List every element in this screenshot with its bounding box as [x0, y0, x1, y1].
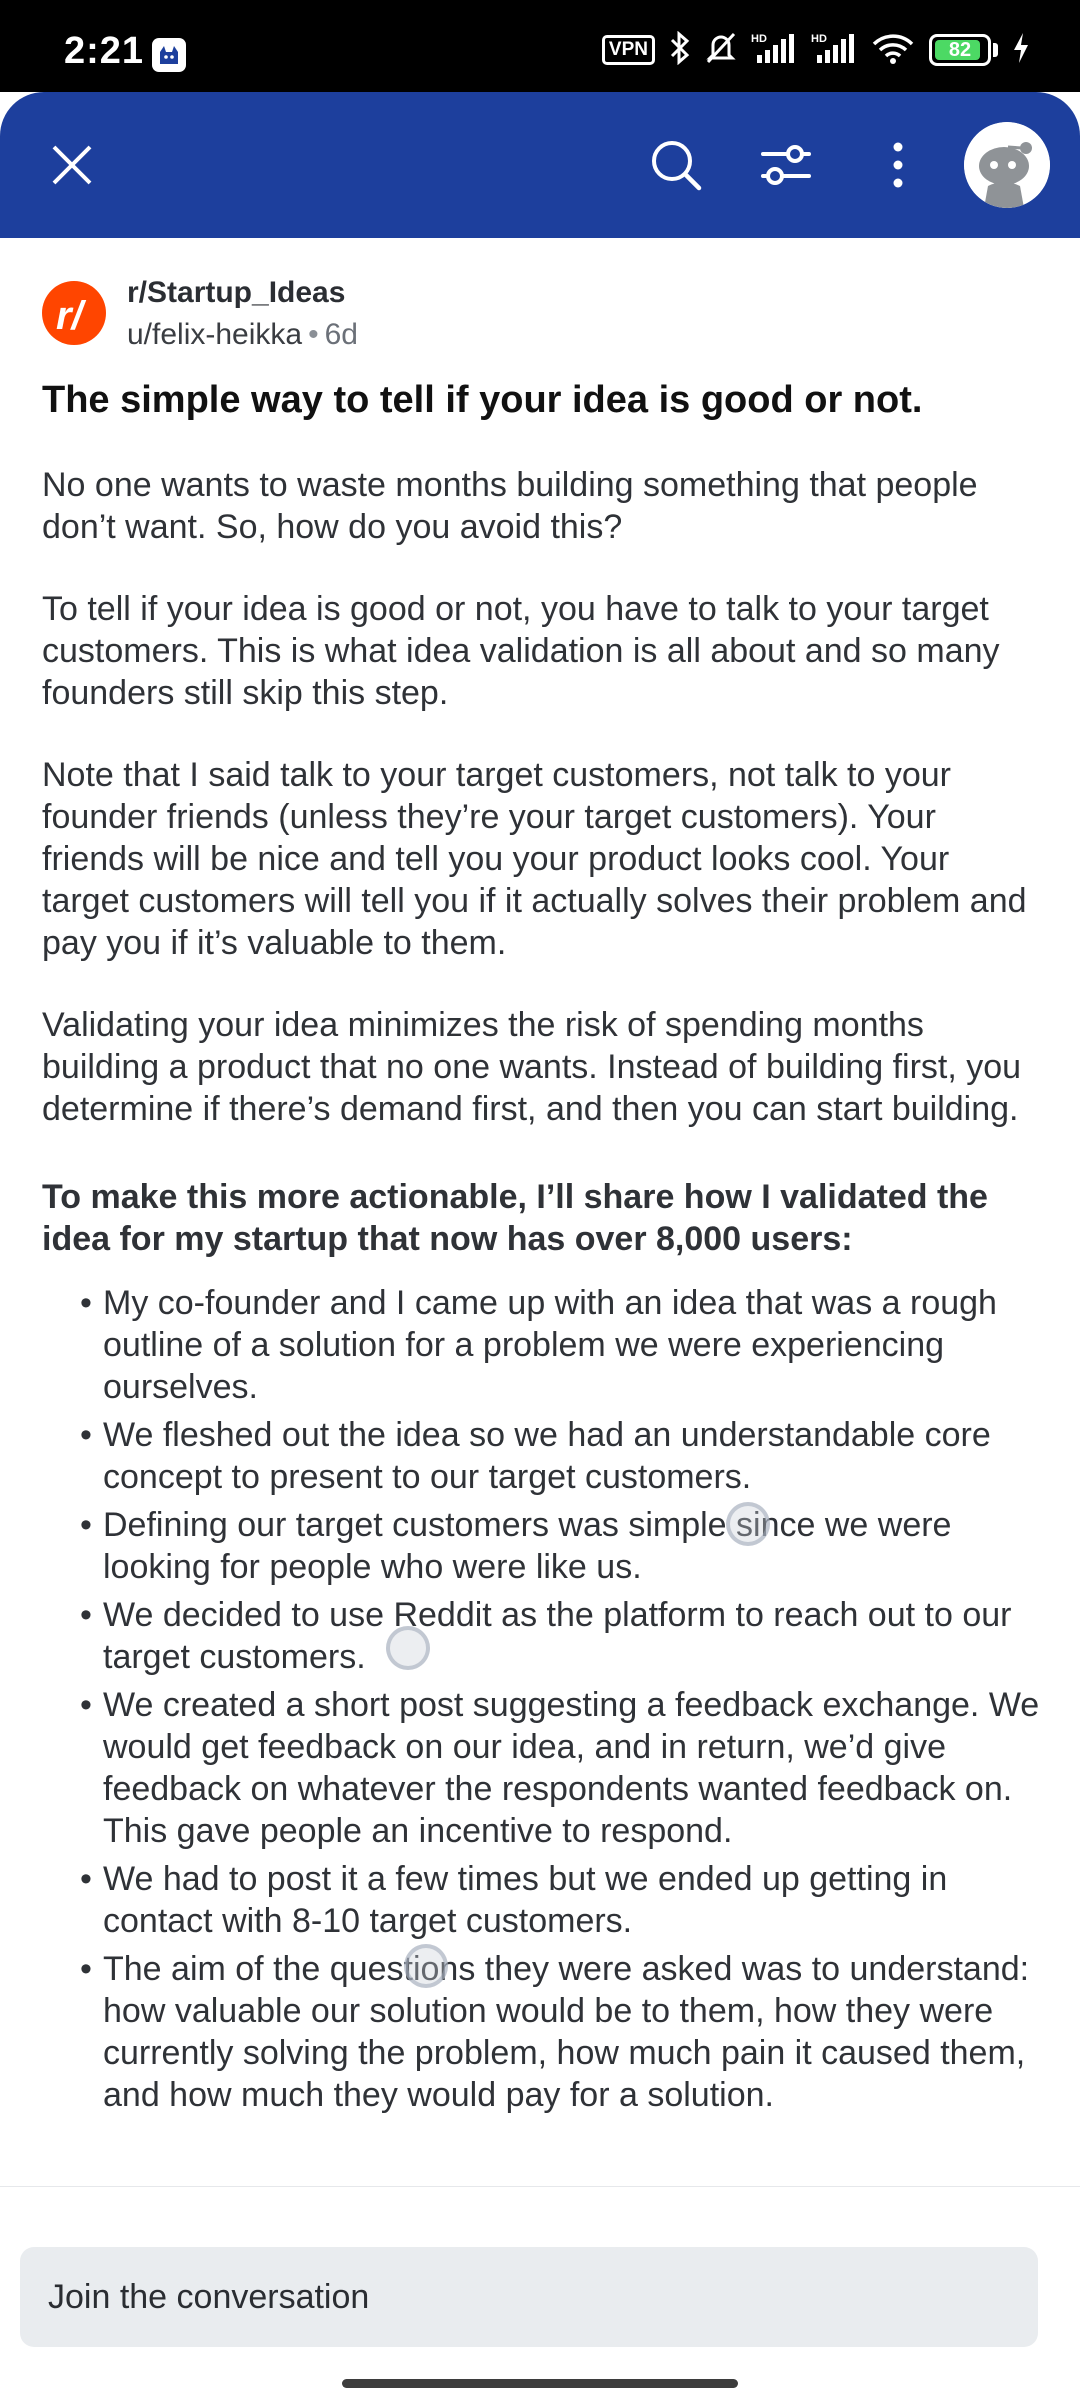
subreddit-icon[interactable]	[42, 281, 106, 345]
search-button[interactable]	[634, 92, 718, 238]
reddit-snoo-avatar-icon	[964, 122, 1050, 208]
filter-button[interactable]	[744, 92, 828, 238]
touch-indicator	[386, 1626, 430, 1670]
svg-text:r/: r/	[56, 294, 83, 338]
filter-icon	[759, 142, 813, 188]
charging-icon	[1012, 31, 1030, 70]
post-paragraph: No one wants to waste months building something that people don’t want. So, how do you avoid this?	[42, 466, 978, 546]
bullet-item: • We decided to use Reddit as the platform to reach out to our target customers.	[42, 1594, 1042, 1678]
post-bold-paragraph: To make this more actionable, I’ll share how I validated the idea for my startup that now has over 8,000 users:	[42, 1178, 988, 1258]
touch-indicator	[404, 1944, 448, 1988]
post-title: The simple way to tell if your idea is good or not.	[42, 379, 923, 421]
bullet-item: • The aim of the questions they were asked was to understand: how valuable our solution would be to them, how they were currently solving the problem, how much pain it caused them, and how much they would pay for a solution.	[42, 1948, 1042, 2116]
join-conversation-placeholder: Join the conversation	[48, 2277, 370, 2316]
signal-1-icon	[751, 31, 797, 70]
bullet-item: • We had to post it a few times but we ended up getting in contact with 8-10 target customers.	[42, 1858, 1042, 1942]
notification-app-icon	[152, 38, 186, 72]
bullet-item: • We fleshed out the idea so we had an understandable core concept to present to our target customers.	[42, 1414, 1042, 1498]
post-paragraph: Validating your idea minimizes the risk of spending months building a product that no one wants. Instead of building first, you determine if there’s demand first, and then you can start building.	[42, 1006, 1022, 1128]
close-button[interactable]	[30, 92, 114, 238]
post-paragraph: To tell if your idea is good or not, you have to talk to your target customers. This is what idea validation is all about and so many founders still skip this step.	[42, 590, 1000, 712]
bell-muted-icon	[705, 31, 737, 70]
join-conversation-input[interactable]	[20, 2247, 1038, 2347]
more-options-button[interactable]	[856, 92, 940, 238]
status-icons	[602, 30, 1030, 70]
bluetooth-icon	[669, 31, 691, 70]
author-name[interactable]: u/felix-heikka	[127, 318, 303, 351]
close-icon	[50, 143, 94, 187]
user-avatar[interactable]	[964, 122, 1050, 208]
touch-indicator	[726, 1502, 770, 1546]
post-meta	[42, 238, 1042, 358]
bullet-list	[42, 1282, 1042, 2116]
bullet-item: • We created a short post suggesting a feedback exchange. We would get feedback on our idea, and in return, we’d give feedback on whatever the respondents wanted feedback on. This gave people an incentive to respond.	[42, 1684, 1042, 1852]
post-paragraph: Note that I said talk to your target customers, not talk to your founder friends (unless they’re your target customers). Your friends will be nice and tell you your product looks cool. Your target customers will tell you if it actually solves their problem and pay you if it’s valuable to them.	[42, 756, 1027, 962]
svg-text:HD: HD	[751, 32, 767, 45]
post-age: 6d	[324, 318, 358, 351]
battery-level: 82	[948, 38, 972, 61]
vpn-badge: VPN	[602, 35, 655, 65]
svg-text:HD: HD	[811, 32, 827, 45]
more-vertical-icon	[888, 141, 908, 189]
bullet-item: • Defining our target customers was simple since we were looking for people who were like us.	[42, 1504, 1042, 1588]
status-bar	[0, 0, 1080, 92]
home-indicator[interactable]	[342, 2379, 738, 2388]
author-line	[127, 318, 358, 352]
comment-bar	[0, 2186, 1080, 2401]
battery-icon	[929, 34, 998, 66]
app-header	[0, 92, 1080, 238]
status-time: 2:21	[64, 30, 145, 72]
bullet-item: • My co-founder and I came up with an idea that was a rough outline of a solution for a problem we were experiencing ourselves.	[42, 1282, 1042, 1408]
wifi-icon	[871, 31, 915, 70]
meta-separator: •	[308, 318, 319, 351]
post-content	[42, 238, 1042, 2122]
post-scroll-area[interactable]	[0, 238, 1080, 2186]
search-icon	[649, 138, 703, 192]
signal-2-icon	[811, 31, 857, 70]
subreddit-name[interactable]: r/Startup_Ideas	[127, 276, 346, 309]
